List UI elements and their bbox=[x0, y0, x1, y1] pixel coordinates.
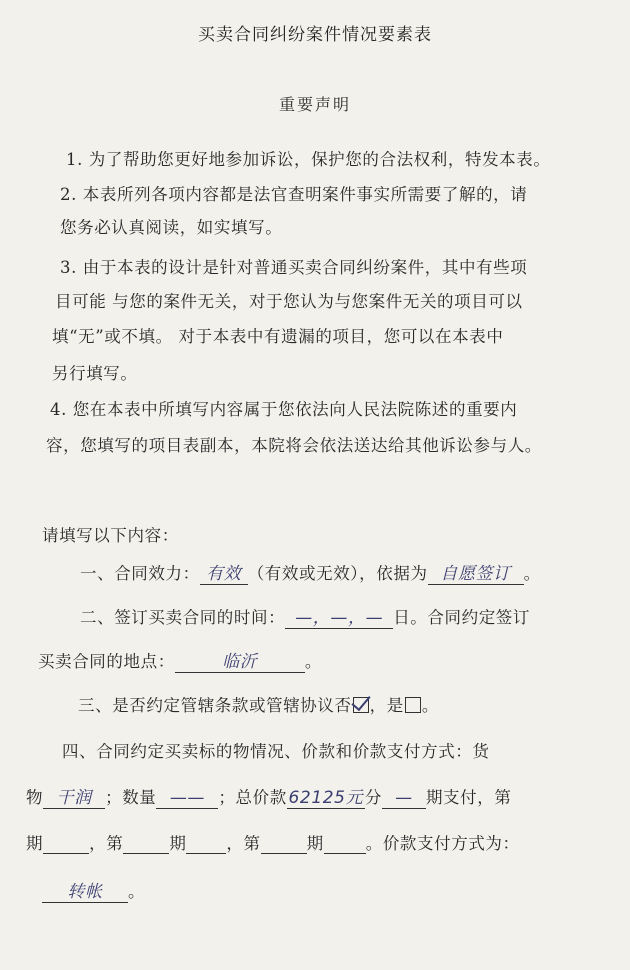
q4-goods-label: 物 bbox=[26, 788, 44, 807]
q4-line3e: 期 bbox=[306, 834, 324, 853]
q4-line3a: 期 bbox=[26, 834, 44, 853]
q2-date[interactable]: —，—，— bbox=[285, 609, 393, 629]
q1-line bbox=[80, 560, 541, 585]
q4-goods[interactable]: 干润 bbox=[43, 789, 105, 809]
q4-line3d: ，第 bbox=[226, 834, 261, 853]
q1-basis[interactable]: 自愿签订 bbox=[428, 565, 524, 585]
q4-line3f: 。价款支付方式为： bbox=[365, 834, 520, 853]
declaration-heading: 重要声明 bbox=[278, 95, 351, 114]
q2-label2: 买卖合同的地点： bbox=[38, 652, 175, 671]
q4-periods-end: 期支付，第 bbox=[425, 788, 512, 807]
q4-line3c: 期 bbox=[169, 834, 187, 853]
q2-end: 。 bbox=[304, 652, 322, 671]
q4-blank-2[interactable] bbox=[123, 835, 169, 854]
q2-place[interactable]: 临沂 bbox=[175, 653, 305, 673]
q4-fen: 分 bbox=[364, 788, 382, 807]
q4-periods[interactable]: — bbox=[382, 789, 426, 809]
declaration-line-7: 另行填写。 bbox=[52, 364, 138, 383]
q3-yes-checkbox[interactable] bbox=[405, 697, 421, 713]
q4-line-4 bbox=[42, 878, 145, 903]
q4-line3b: ，第 bbox=[89, 834, 124, 853]
q4-blank-3[interactable] bbox=[186, 835, 226, 854]
q1-answer[interactable]: 有效 bbox=[200, 565, 248, 585]
q4-total[interactable]: 62125元 bbox=[288, 788, 364, 808]
q4-end: 。 bbox=[128, 882, 146, 901]
q3-sep: ，是 bbox=[369, 696, 404, 715]
q2-label: 二、签订买卖合同的时间： bbox=[80, 608, 286, 627]
declaration-line-8: 4. 您在本表中所填写内容属于您依法向人民法院陈述的重要内 bbox=[50, 400, 518, 419]
q4-line-3 bbox=[26, 830, 520, 854]
q3-label: 三、是否约定管辖条款或管辖协议否 bbox=[78, 696, 352, 715]
form-intro: 请填写以下内容： bbox=[42, 526, 179, 545]
q2-day: 日。合同约定签订 bbox=[393, 608, 531, 627]
declaration-line-9: 容，您填写的项目表副本，本院将会依法送达给其他诉讼参与人。 bbox=[46, 436, 542, 455]
q4-blank-5[interactable] bbox=[324, 835, 366, 854]
declaration-line-6: 填“无”或不填。 对于本表中有遗漏的项目，您可以在本表中 bbox=[52, 327, 504, 346]
q4-qty-label: ；数量 bbox=[105, 788, 157, 807]
check-mark-icon bbox=[351, 691, 370, 711]
q3-end: 。 bbox=[421, 696, 439, 715]
declaration-line-3: 您务必认真阅读，如实填写。 bbox=[60, 218, 283, 237]
q4-line-2 bbox=[26, 784, 511, 809]
document-title: 买卖合同纠纷案件情况要素表 bbox=[198, 25, 432, 45]
q4-blank-4[interactable] bbox=[261, 835, 307, 854]
declaration-line-4: 3. 由于本表的设计是针对普通买卖合同纠纷案件，其中有些项 bbox=[60, 258, 528, 277]
declaration-line-5: 目可能 与您的案件无关，对于您认为与您案件无关的项目可以 bbox=[55, 292, 523, 311]
declaration-line-1: 1. 为了帮助您更好地参加诉讼，保护您的合法权利，特发本表。 bbox=[66, 150, 551, 169]
q4-total-label: ；总价款 bbox=[218, 788, 287, 807]
q3-line bbox=[78, 692, 439, 716]
q2-line-1 bbox=[80, 604, 530, 629]
q1-hint: （有效或无效），依据为 bbox=[247, 564, 428, 583]
q1-label: 一、合同效力： bbox=[80, 564, 200, 583]
q3-no-checkbox[interactable] bbox=[353, 697, 369, 713]
declaration-line-2: 2. 本表所列各项内容都是法官查明案件事实所需要了解的，请 bbox=[60, 185, 528, 204]
q4-method[interactable]: 转帐 bbox=[42, 883, 128, 903]
q1-end: 。 bbox=[523, 564, 541, 583]
q4-line-1: 四、合同约定买卖标的物情况、价款和价款支付方式：货 bbox=[62, 742, 490, 761]
q2-line-2 bbox=[38, 648, 322, 673]
q4-qty[interactable]: —— bbox=[156, 789, 218, 809]
q4-blank-1[interactable] bbox=[43, 835, 89, 854]
